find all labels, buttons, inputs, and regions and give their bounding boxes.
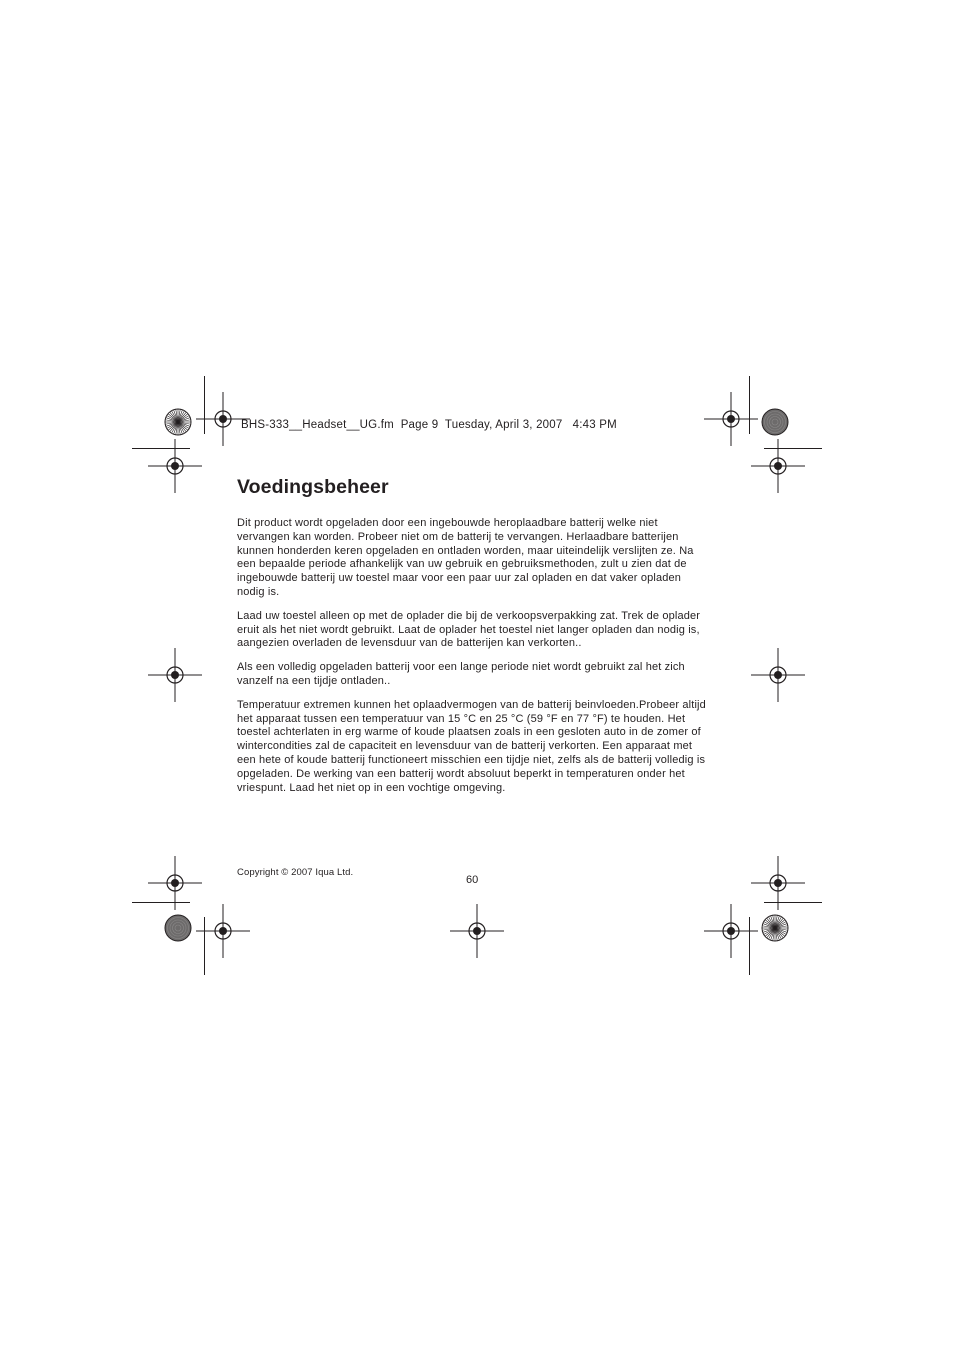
page-header: BHS-333__Headset__UG.fm Page 9 Tuesday, April 3, 2007 4:43 PM	[241, 419, 617, 431]
registration-target-icon	[751, 648, 805, 702]
registration-target-icon	[751, 856, 805, 910]
color-wheel-icon	[762, 409, 788, 435]
paragraph-4: Temperatuur extremen kunnen het oplaadvermogen van de batterij beinvloeden.Probeer altijd het apparaat tussen een temperatuur van 15 °C en 25 °C (59 °F en 77 °F) te houden. Het toestel achterlaten in erg warme of koude plaatsen zoals in een gesloten auto in de zomer of wintercondities zal de capaciteit en levensduur van de batterij verkorten. Een apparaat met een hete of koude batterij functioneert misschien een tijdje niet, zelfs als de batterij volledig is opgeladen. De werking van een batterij wordt absoluut beperkt in temperaturen onder het vriespunt. Laad het niet op in een vochtige omgeving.	[237, 698, 706, 794]
registration-target-icon	[751, 439, 805, 493]
paragraph-3: Als een volledig opgeladen batterij voor een lange periode niet wordt gebruikt zal het zich vanzelf na een tijdje ontladen..	[237, 661, 685, 687]
color-wheel-icon	[165, 915, 191, 941]
paragraph-2: Laad uw toestel alleen op met de oplader die bij de verkoopsverpakking zat. Trek de oplader eruit als het niet wordt gebruikt. Laat de oplader het toestel niet langer opladen dan nodig is, aangezien overladen de levensduur van de batterijen kan verkorten..	[237, 609, 701, 650]
registration-target-icon	[450, 904, 504, 958]
page-title: Voedingsbeheer	[237, 476, 389, 498]
registration-target-icon	[148, 648, 202, 702]
page-number: 60	[466, 874, 479, 886]
copyright-notice: Copyright © 2007 Iqua Ltd.	[237, 867, 354, 878]
paragraph-1: Dit product wordt opgeladen door een ingebouwde heroplaadbare batterij welke niet vervangen kan worden. Probeer niet om de batterij te vervangen. Herlaadbare batterijen kunnen honderden keren opgeladen en ontladen worden, maar uiteindelijk verslijten ze. Na een bepaalde periode afhankelijk van uw gebruik en gebruiksmethoden, zult u zien dat de ingebouwde batterij uw toestel maar voor een paar uur zal opladen en dat vaker opladen nodig is.	[237, 517, 694, 598]
body-text	[237, 517, 709, 805]
registration-target-icon	[148, 439, 202, 493]
color-wheel-icon	[165, 409, 191, 435]
color-wheel-icon	[762, 915, 788, 941]
registration-target-icon	[148, 856, 202, 910]
